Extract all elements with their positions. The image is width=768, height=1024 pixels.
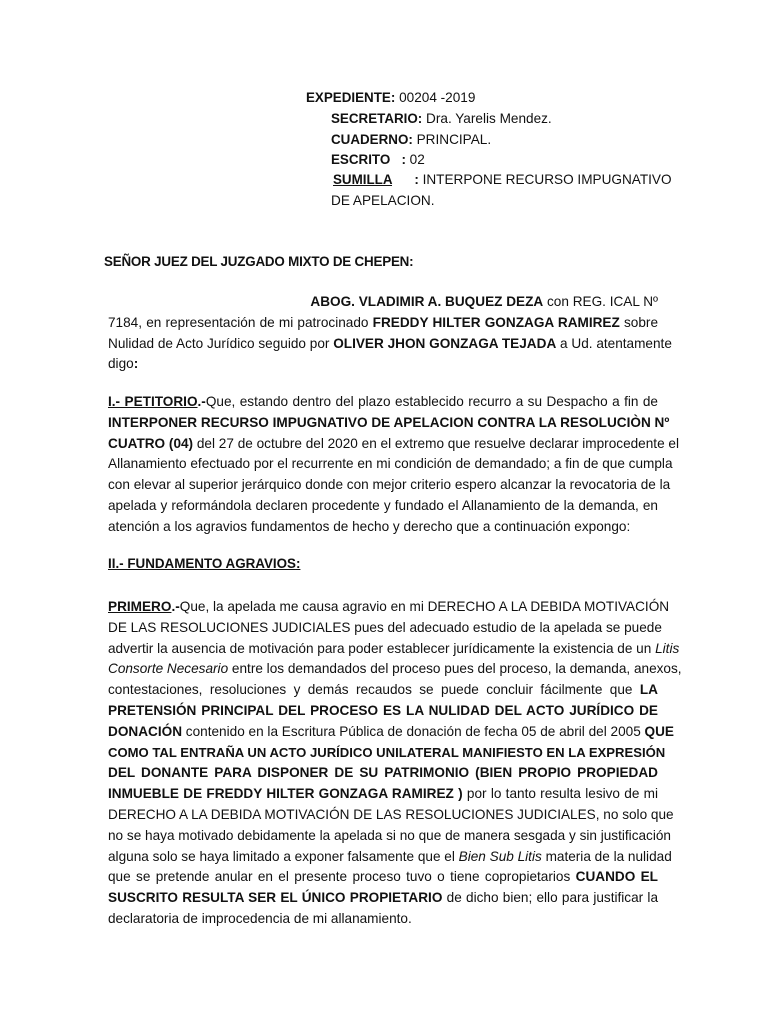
escrito-value: 02 [405, 152, 425, 167]
sumilla-label: SUMILLA [333, 172, 393, 187]
primero-line-9: DEL DONANTE PARA DISPONER DE SU PATRIMONIO (BIEN PROPIO PROPIEDAD [108, 765, 658, 781]
intro-line-2: 7184, en representación de mi patrocinado FREDDY HILTER GONZAGA RAMIREZ sobre [108, 314, 659, 330]
intro-line-1: ABOG. VLADIMIR A. BUQUEZ DEZA con REG. ICAL Nº [310, 294, 658, 309]
sumilla-line [333, 170, 672, 190]
primero-line-11: DERECHO A LA DEBIDA MOTIVACIÓN DE LAS RESOLUCIONES JUDICIALES, no solo que [108, 806, 674, 822]
sumilla-value: INTERPONE RECURSO IMPUGNATIVO [418, 172, 672, 187]
secretario-label: SECRETARIO: [331, 111, 423, 126]
primero-paragraph [108, 597, 682, 930]
petitorio-line-4: Allanamiento efectuado por el recurrente en mi condición de demandado; a fin de que cumpla [108, 456, 673, 472]
petitorio-line-3: CUATRO (04) del 27 de octubre del 2020 en el extremo que resuelve declarar improcedente el [108, 435, 680, 451]
fundamento-heading: II.- FUNDAMENTO AGRAVIOS: [108, 556, 301, 571]
client-name: FREDDY HILTER GONZAGA RAMIREZ [372, 314, 620, 330]
plaintiff-name: OLIVER JHON GONZAGA TEJADA [333, 335, 557, 351]
petitorio-line-5: con elevar al superior jerárquico donde con mejor criterio espero alcanzar la revocatoria de la [108, 477, 671, 493]
escrito-label: ESCRITO [331, 152, 391, 167]
primero-line-3: advertir la ausencia de motivación para poder establecer jurídicamente la existencia de un Litis [108, 640, 680, 656]
petitorio-heading: I.- PETITORIO [108, 394, 198, 409]
cuaderno-line [331, 130, 491, 150]
cuaderno-label: CUADERNO: [331, 132, 413, 147]
primero-line-12: no se haya motivado debidamente la apelada si no que de manera sesgada y sin justificación [108, 827, 671, 843]
cuaderno-value: PRINCIPAL. [412, 132, 492, 147]
primero-line-2: DE LAS RESOLUCIONES JUDICIALES pues del adecuado estudio de la apelada se puede [108, 619, 662, 635]
primero-line-4: Consorte Necesario entre los demandados del proceso pues del proceso, la demanda, anexos, [108, 661, 682, 677]
addressee: SEÑOR JUEZ DEL JUZGADO MIXTO DE CHEPEN: [104, 254, 414, 269]
intro-line-3: Nulidad de Acto Jurídico seguido por OLIVER JHON GONZAGA TEJADA a Ud. atentamente [108, 335, 672, 351]
primero-line-10: INMUEBLE DE FREDDY HILTER GONZAGA RAMIREZ ) por lo tanto resulta lesivo de mi [108, 786, 658, 802]
petitorio-line-2: INTERPONER RECURSO IMPUGNATIVO DE APELACION CONTRA LA RESOLUCIÒN Nº [108, 414, 670, 430]
primero-line-14: que se pretende anular en el presente proceso tuvo o tiene copropietarios CUANDO EL [108, 869, 658, 885]
secretario-value: Dra. Yarelis Mendez. [422, 111, 552, 126]
primero-line-6: PRETENSIÓN PRINCIPAL DEL PROCESO ES LA NULIDAD DEL ACTO JURÍDICO DE [108, 702, 658, 718]
primero-line-5: contestaciones, resoluciones y demás recaudos se puede concluir fácilmente que LA [108, 682, 658, 698]
sumilla-separator: : [392, 172, 419, 187]
sumilla-line-2: DE APELACION. [331, 193, 435, 208]
secretario-line [331, 109, 552, 129]
expediente-value: 00204 -2019 [395, 90, 476, 105]
petitorio-line-1: I.- PETITORIO.-Que, estando dentro del plazo establecido recurro a su Despacho a fin de [108, 394, 658, 409]
primero-line-16: declaratoria de improcedencia de mi allanamiento. [108, 910, 412, 926]
expediente-label: EXPEDIENTE: [306, 90, 396, 105]
intro-line-4: digo: [108, 356, 139, 372]
primero-line-7: DONACIÓN contenido en la Escritura Pública de donación de fecha 05 de abril del 2005 QUE [108, 723, 674, 739]
primero-heading: PRIMERO [108, 599, 172, 614]
primero-line-15: SUSCRITO RESULTA SER EL ÚNICO PROPIETARIO de dicho bien; ello para justificar la [108, 890, 659, 906]
primero-line-1: PRIMERO.-Que, la apelada me causa agravio en mi DERECHO A LA DEBIDA MOTIVACIÓN [108, 599, 670, 614]
escrito-separator: : [390, 152, 406, 167]
primero-line-8: COMO TAL ENTRAÑA UN ACTO JURÍDICO UNILATERAL MANIFIESTO EN LA EXPRESIÓN [108, 744, 666, 760]
expediente-line [306, 88, 475, 108]
petitorio-line-7: atención a los agravios fundamentos de hecho y derecho que a continuación expongo: [108, 518, 631, 534]
primero-line-13: alguna solo se haya limitado a exponer falsamente que el Bien Sub Litis materia de la nulidad [108, 848, 672, 864]
intro-paragraph [108, 292, 672, 375]
petitorio-line-6: apelada y reformándola declaren procedente y fundado el Allanamiento de la demanda, en [108, 497, 658, 513]
escrito-line [331, 150, 425, 170]
petitorio-paragraph [108, 392, 680, 538]
lawyer-name: ABOG. VLADIMIR A. BUQUEZ DEZA [310, 294, 544, 309]
